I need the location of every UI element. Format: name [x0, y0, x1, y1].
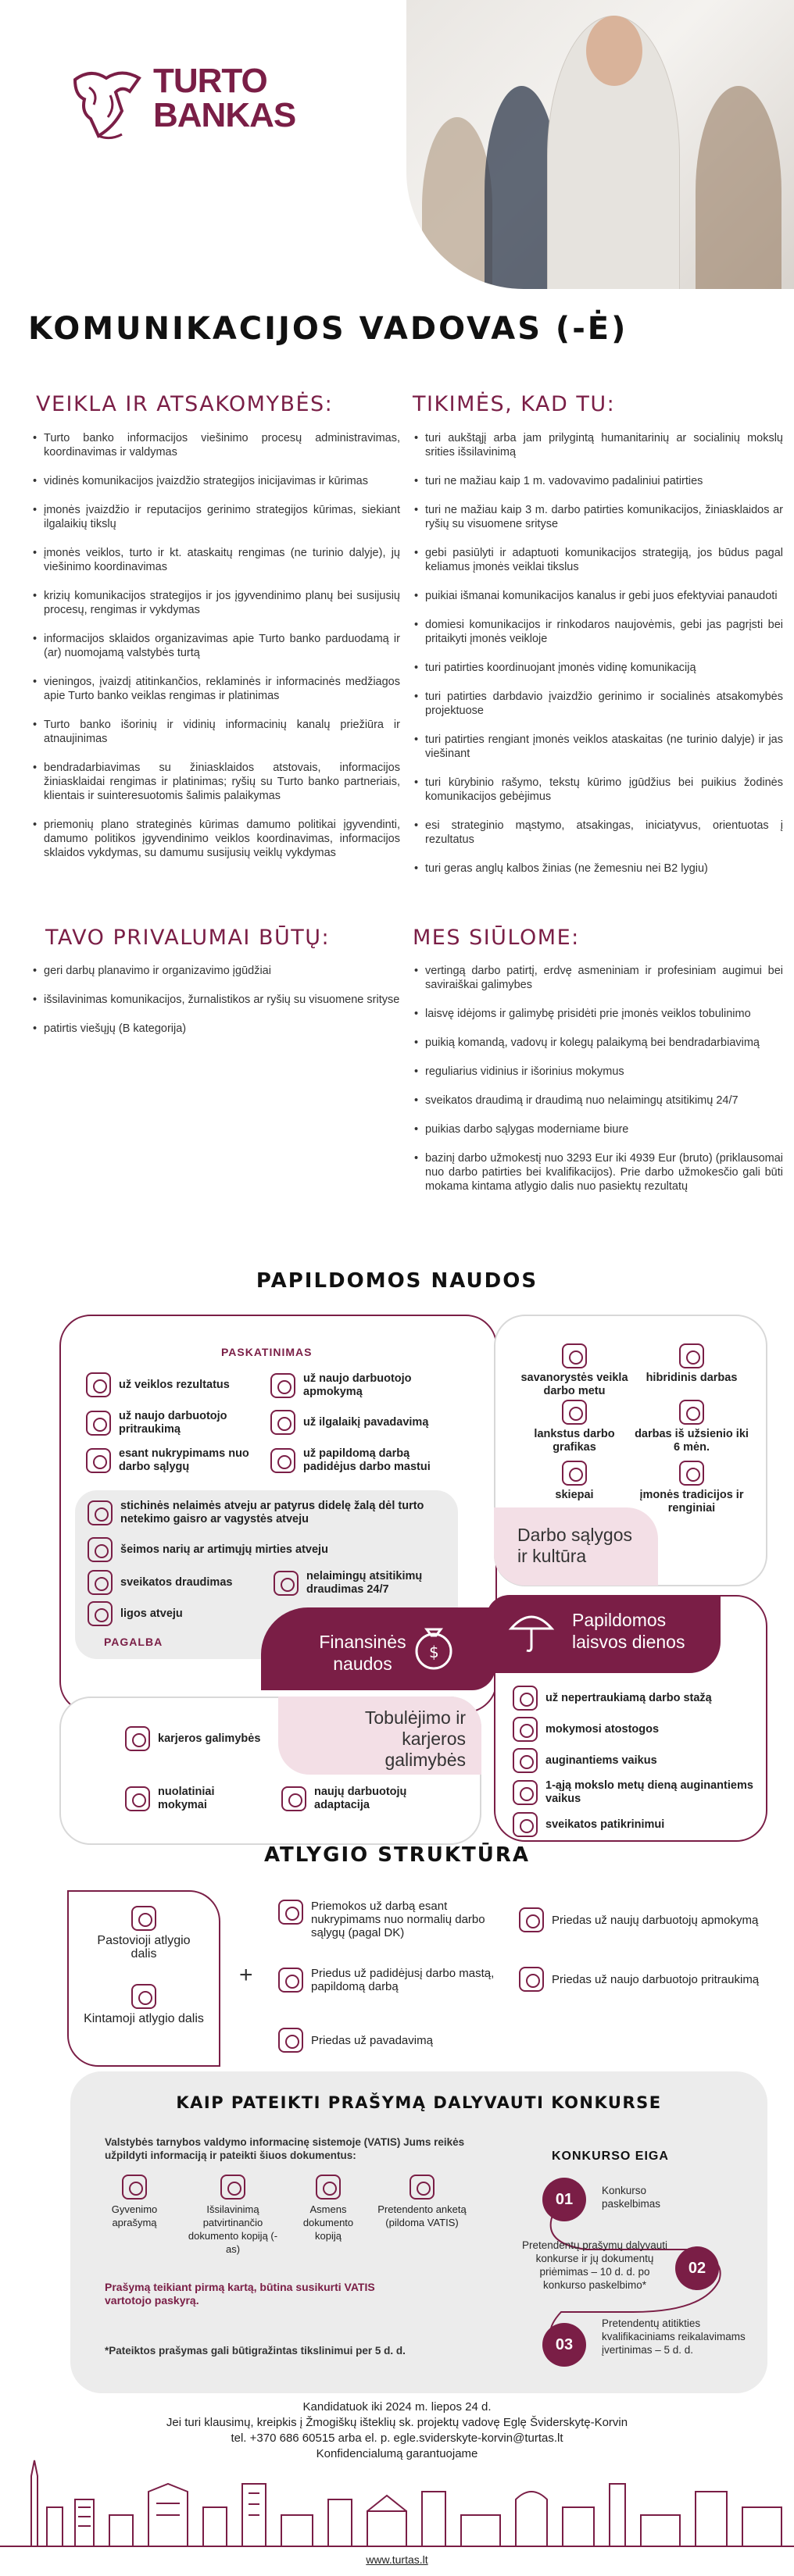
work-text-5: įmonės tradicijos ir renginiai	[639, 1489, 744, 1515]
pask-item-1	[86, 1410, 250, 1436]
euro-note-icon	[131, 1906, 156, 1931]
growth-icon	[86, 1411, 111, 1436]
work-item-4	[516, 1461, 633, 1502]
offer-heading: MES SIŪLOME:	[413, 926, 580, 950]
duties-item: • įmonės veiklos, turto ir kt. ataskaitų rengimas (ne turinio dalyje), jų viešinimo koordinavimas	[33, 546, 400, 574]
apply-footnote: *Pateiktos prašymas gali būtigražintas tikslinimui per 5 d. d.	[105, 2345, 406, 2357]
paskatinimas-label: PASKATINIMAS	[221, 1346, 313, 1358]
expect-item: • domiesi komunikacijos ir rinkodaros naujovėmis, gebi jas pagrįsti bei pritaikyti įmonės veikloje	[414, 618, 783, 646]
doc-2	[289, 2175, 367, 2242]
pagalba-label: PAGALBA	[104, 1636, 163, 1648]
pay-text-0: Priemokos už darbą esant nukrypimams nuo normalių darbo sąlygų (pagal DK)	[311, 1900, 485, 1939]
expect-item: • turi ne mažiau kaip 1 m. vadovavimo padaliniui patirties	[414, 474, 783, 488]
eiga-heading: KONKURSO EIGA	[552, 2150, 669, 2163]
footer-phone-email[interactable]: tel. +370 686 60515 arba el. p. egle.sviderskyte-korvin@turtas.lt	[231, 2432, 563, 2445]
pay-item-2	[278, 1967, 513, 1993]
accident-insurance-icon	[274, 1571, 299, 1596]
gear-icon	[86, 1448, 111, 1473]
pay-item-4	[278, 2028, 513, 2053]
pay-fixed-text: Pastovioji atlygio dalis	[97, 1934, 191, 1961]
pagalba-item-4	[274, 1570, 453, 1597]
work-item-0	[516, 1343, 633, 1398]
step-03-text: Pretendentų atitikties kvalifikaciniams reikalavimams įvertinimas – 5 d. d.	[602, 2317, 746, 2356]
pagalba-text-1: šeimos narių ar artimųjų mirties atveju	[120, 1543, 328, 1556]
pask-item-5	[270, 1447, 458, 1474]
pagalba-item-0	[88, 1500, 455, 1526]
apply-heading: KAIP PATEIKTI PRAŠYMĄ DALYVAUTI KONKURSE	[176, 2093, 662, 2112]
free-days-text-0: už nepertraukiamą darbo stažą	[545, 1691, 712, 1704]
handshake-icon	[270, 1373, 295, 1398]
expect-item: • turi patirties darbdavio įvaizdžio gerinimo ir socialinės atsakomybės projektuose	[414, 690, 783, 718]
city-skyline-illustration	[0, 2429, 794, 2554]
career-label: Tobulėjimo ir karjeros galimybės	[364, 1707, 466, 1770]
pay-heading: ATLYGIO STRUKTŪRA	[263, 1843, 531, 1867]
magnet-icon	[519, 1967, 544, 1992]
career-text-2: naujų darbuotojų adaptacija	[314, 1786, 407, 1811]
career-item-2	[281, 1786, 461, 1812]
pask-right-0: už naujo darbuotojo apmokymą	[303, 1372, 412, 1398]
free-days-label: Papildomos laisvos dienos	[572, 1610, 685, 1652]
work-text-4: skiepai	[555, 1489, 594, 1501]
job-title: KOMUNIKACIJOS VADOVAS (-Ė)	[28, 311, 628, 347]
pagalba-item-1	[88, 1537, 455, 1562]
work-item-1	[633, 1343, 750, 1385]
duties-item: • Turto banko išorinių ir vidinių informacinių kanalų priežiūra ir atnaujinimas	[33, 718, 400, 746]
doc-0	[95, 2175, 173, 2229]
offer-item: • bazinį darbo užmokestį nuo 3293 Eur iki 4939 Eur (bruto) (priklausomai nuo darbo patirties bei kvalifikacijos). Prie darbo užmokesčio gali būti mokama kintama atlygio dalis nuo pasiektų rezultatų	[414, 1151, 783, 1193]
pask-item-0	[86, 1372, 250, 1397]
musts-item: • patirtis viešųjų (B kategorija)	[33, 1022, 400, 1036]
plus-work-icon	[270, 1448, 295, 1473]
medal-icon	[513, 1686, 538, 1711]
pask-item-3	[270, 1372, 442, 1399]
career-text-1: nuolatiniai mokymai	[158, 1786, 215, 1811]
pagalba-text-3: ligos atveju	[120, 1607, 183, 1620]
syringe-icon	[562, 1461, 587, 1486]
duties-item: • vidinės komunikacijos įvaizdžio strategijos inicijavimas ir kūrimas	[33, 474, 400, 488]
bar-chart-icon	[131, 1984, 156, 2009]
umbrella-icon	[506, 1605, 556, 1655]
step-01-text: Konkurso paskelbimas	[602, 2185, 661, 2210]
duties-item: • priemonių plano strateginės kūrimas damumo politikai įgyvendinti, damumo politikos įgyvendinimo veiklos koordinavimas, informacijos sklaidos vykdymas, su damumu susijusių veiklų vykdymas	[33, 818, 400, 860]
doc-text-2: Asmens dokumento kopiją	[302, 2203, 354, 2242]
logo-line1: TURTO	[153, 62, 267, 100]
cv-icon	[122, 2175, 147, 2200]
free-days-text-1: mokymosi atostogos	[545, 1722, 660, 1736]
hero-photo	[406, 0, 794, 289]
career-pill	[278, 1697, 481, 1775]
offer-item: • vertingą darbo patirtį, erdvę asmeniniam ir profesiniam augimui bei saviraiškai galimybes	[414, 964, 783, 992]
free-days-item-4	[513, 1812, 763, 1837]
trainer-icon	[519, 1907, 544, 1932]
pask-left-2: esant nukrypimams nuo darbo sąlygų	[119, 1447, 249, 1473]
pagalba-side-text: nelaimingų atsitikimų draudimas 24/7	[306, 1570, 423, 1596]
work-item-3	[633, 1400, 750, 1454]
study-icon	[513, 1717, 538, 1742]
pagalba-text-2: sveikatos draudimas	[120, 1575, 233, 1589]
expect-item: • turi patirties koordinuojant įmonės vidinę komunikaciją	[414, 661, 783, 675]
work-conditions-pill	[494, 1507, 658, 1586]
duties-item: • informacijos sklaidos organizavimas apie Turto banko parduodamą ir (ar) nuomojamą valstybės turtą	[33, 632, 400, 660]
pay-item-1	[519, 1907, 769, 1932]
pay-text-4: Priedas už pavadavimą	[311, 2033, 433, 2047]
musts-list	[33, 964, 400, 1051]
offer-item: • puikias darbo sąlygas moderniame biure	[414, 1122, 783, 1136]
expect-list	[414, 431, 783, 890]
pay-fixed	[83, 1906, 205, 1961]
hero-face	[586, 16, 642, 86]
free-days-item-2	[513, 1748, 763, 1773]
pay-text-3: Priedas už naujo darbuotojo pritraukimą	[552, 1972, 760, 1986]
free-days-item-3	[513, 1779, 763, 1806]
work-text-1: hibridinis darbas	[646, 1372, 738, 1384]
doc-text-1: Išsilavinimą patvirtinančio dokumento kopiją (-as)	[188, 2203, 278, 2255]
step-02-text: Pretendentų prašymų dalyvauti konkurse ir jų dokumentų priėmimas – 10 d. d. po konkurso paskelbimo*	[521, 2239, 668, 2291]
expect-item: • turi patirties rengiant įmonės veiklos ataskaitas (ne turinio dalyje) ir jas viešinant	[414, 733, 783, 761]
expect-item: • turi kūrybinio rašymo, tekstų kūrimo įgūdžius bei puikius žodinės komunikacijos gebėjimus	[414, 776, 783, 804]
free-days-item-0	[513, 1686, 763, 1711]
duties-item: • krizių komunikacijos strategijos ir jos įgyvendinimo planų bei susijusių procesų, rengimas ir vykdymas	[33, 589, 400, 617]
pay-item-3	[519, 1967, 769, 1992]
svg-text:$: $	[429, 1643, 439, 1661]
musts-item: • išsilavinimas komunikacijos, žurnalistikos ar ryšių su visuomene srityse	[33, 993, 400, 1007]
work-text-2: lankstus darbo grafikas	[534, 1428, 615, 1454]
extra-pay-icon	[278, 1900, 303, 1925]
footer-deadline: Kandidatuok iki 2024 m. liepos 24 d.	[302, 2400, 492, 2414]
work-text-0: savanorystės veikla darbo metu	[520, 1372, 628, 1397]
pagalba-item-2	[88, 1570, 267, 1595]
shield-heart-icon	[88, 1570, 113, 1595]
pay-variable-text: Kintamoji atlygio dalis	[84, 2012, 204, 2025]
doc-3	[375, 2175, 469, 2229]
duties-list	[33, 431, 400, 875]
diploma-icon	[220, 2175, 245, 2200]
free-days-text-2: auginantiems vaikus	[545, 1754, 657, 1767]
pask-left-1: už naujo darbuotojo pritraukimą	[119, 1410, 227, 1436]
heartbeat-icon	[513, 1812, 538, 1837]
pask-left-0: už veiklos rezultatus	[119, 1378, 230, 1391]
graduation-cap-icon	[125, 1786, 150, 1811]
offer-item: • sveikatos draudimą ir draudimą nuo nelaimingų atsitikimų 24/7	[414, 1094, 783, 1108]
career-path-icon	[125, 1726, 150, 1751]
offer-list	[414, 964, 783, 1208]
financial-label: Finansinės naudos	[319, 1632, 406, 1674]
apply-intro: Valstybės tarnybos valdymo informacinę sistemoje (VATIS) Jums reikės užpildyti informaciją ir pateikti šiuos dokumentus:	[105, 2136, 465, 2161]
work-item-2	[516, 1400, 633, 1454]
expect-item: • turi geras anglų kalbos žinias (ne žemesniu nei B2 lygiu)	[414, 862, 783, 876]
work-conditions-label: Darbo sąlygos ir kultūra	[517, 1525, 633, 1566]
musts-item: • geri darbų planavimo ir organizavimo įgūdžiai	[33, 964, 400, 978]
pagalba-item-3	[88, 1601, 267, 1626]
apply-note: Prašymą teikiant pirmą kartą, būtina susikurti VATIS vartotojo paskyrą.	[105, 2281, 375, 2307]
duties-item: • vieningos, įvaizdį atitinkančios, reklaminės ir informacinės medžiagos apie Turto banko veiklas rengimas ir platinimas	[33, 675, 400, 703]
step-02-badge: 02	[675, 2246, 719, 2290]
work-item-5	[633, 1461, 750, 1515]
hero-person-left	[422, 117, 492, 289]
expect-item: • esi strateginio mąstymo, atsakingas, iniciatyvus, orientuotas į rezultatus	[414, 819, 783, 847]
turto-bankas-logo-icon	[67, 64, 145, 145]
expect-item: • puikiai išmanai komunikacijos kanalus ir gebi juos efektyviai panaudoti	[414, 589, 783, 603]
swap-icon	[270, 1410, 295, 1435]
child-icon	[513, 1748, 538, 1773]
celebration-icon	[679, 1461, 704, 1486]
expect-item: • gebi pasiūlyti ir adaptuoti komunikacijos strategiją, jos būdus pagal keliamus įmonės veiklai tikslus	[414, 546, 783, 574]
footer-confidential: Konfidencialumą garantuojame	[316, 2447, 478, 2460]
free-days-text-4: sveikatos patikrinimui	[545, 1818, 665, 1831]
expect-item: • turi ne mažiau kaip 3 m. darbo patirties komunikacijos, žiniasklaidos ar ryšių su visuomene srityse	[414, 503, 783, 531]
form-icon	[410, 2175, 435, 2200]
substitute-icon	[278, 2028, 303, 2053]
pask-right-2: už papildomą darbą padidėjus darbo mastui	[303, 1447, 431, 1473]
pagalba-text-0: stichinės nelaimės atveju ar patyrus didelę žalą dėl turto netekimo gaisro ar vagystės atveju	[120, 1500, 424, 1525]
pay-text-2: Priedus už padidėjusį darbo mastą, papildomą darbą	[311, 1967, 495, 1993]
pay-item-0	[278, 1900, 513, 1939]
career-item-1	[125, 1786, 266, 1812]
pask-item-2	[86, 1447, 250, 1474]
offer-item: • reguliarius vidinius ir išorinius mokymus	[414, 1065, 783, 1079]
pask-right-1: už ilgalaikį pavadavimą	[303, 1415, 429, 1429]
duties-item: • Turto banko informacijos viešinimo procesų administravimas, koordinavimas ir valdymas	[33, 431, 400, 459]
pask-item-4	[270, 1410, 442, 1435]
school-bag-icon	[513, 1780, 538, 1805]
calendar-icon	[562, 1400, 587, 1425]
free-days-item-1	[513, 1717, 763, 1742]
pay-text-1: Priedas už naujų darbuotojų apmokymą	[552, 1913, 759, 1927]
id-card-icon	[316, 2175, 341, 2200]
duties-item: • įmonės įvaizdžio ir reputacijos gerinimo strategijos kūrimas, siekiant ilgalaikių tikslų	[33, 503, 400, 531]
work-text-3: darbas iš užsienio iki 6 mėn.	[635, 1428, 749, 1454]
money-bag-icon	[406, 1618, 461, 1673]
hero-person-right	[696, 86, 781, 289]
logo-wordmark	[153, 64, 295, 133]
footer-website-link[interactable]: www.turtas.lt	[366, 2553, 428, 2566]
plus-icon: +	[239, 1962, 253, 1988]
onboarding-icon	[281, 1786, 306, 1811]
medical-doc-icon	[88, 1601, 113, 1626]
globe-icon	[679, 1400, 704, 1425]
house-fire-icon	[88, 1500, 113, 1525]
doc-1	[188, 2175, 278, 2256]
chart-icon	[86, 1372, 111, 1397]
check-circle-icon	[278, 1968, 303, 1993]
volunteer-icon	[562, 1343, 587, 1368]
career-item-0	[125, 1726, 266, 1751]
step-03-badge: 03	[542, 2323, 586, 2367]
extras-heading: PAPILDOMOS NAUDOS	[256, 1269, 538, 1293]
career-text-0: karjeros galimybės	[158, 1732, 261, 1745]
offer-item: • puikią komandą, vadovų ir kolegų palaikymą bei bendradarbiavimą	[414, 1036, 783, 1050]
doc-text-0: Gyvenimo aprašymą	[111, 2203, 158, 2228]
doc-text-3: Pretendento anketą (pildoma VATIS)	[377, 2203, 467, 2228]
offer-item: • laisvę idėjoms ir galimybę prisidėti prie įmonės veiklos tobulinimo	[414, 1007, 783, 1021]
hybrid-work-icon	[679, 1343, 704, 1368]
free-days-text-3: 1-ąją mokslo metų dieną auginantiems vaikus	[545, 1779, 753, 1805]
duties-heading: VEIKLA IR ATSAKOMYBĖS:	[36, 392, 334, 416]
duties-item: • bendradarbiavimas su žiniasklaidos atstovais, informacijos žiniasklaidai rengimas ir platinimas; ryšių su Turto banko partneriais, klientais ir suinteresuotomis šalimis palaikymas	[33, 761, 400, 803]
step-01-badge: 01	[542, 2178, 586, 2221]
family-icon	[88, 1537, 113, 1562]
musts-heading: TAVO PRIVALUMAI BŪTŲ:	[45, 926, 331, 950]
logo-line2: BANKAS	[153, 96, 296, 134]
footer-contact: Jei turi klausimų, kreipkis į Žmogiškų išteklių sk. projektų vadovę Eglę Šviderskytę-Korvin	[166, 2416, 628, 2429]
expect-heading: TIKIMĖS, KAD TU:	[413, 392, 616, 416]
expect-item: • turi aukštąjį arba jam prilygintą humanitarinių ar socialinių mokslų srities išsilavinimą	[414, 431, 783, 459]
pay-variable	[83, 1984, 205, 2025]
